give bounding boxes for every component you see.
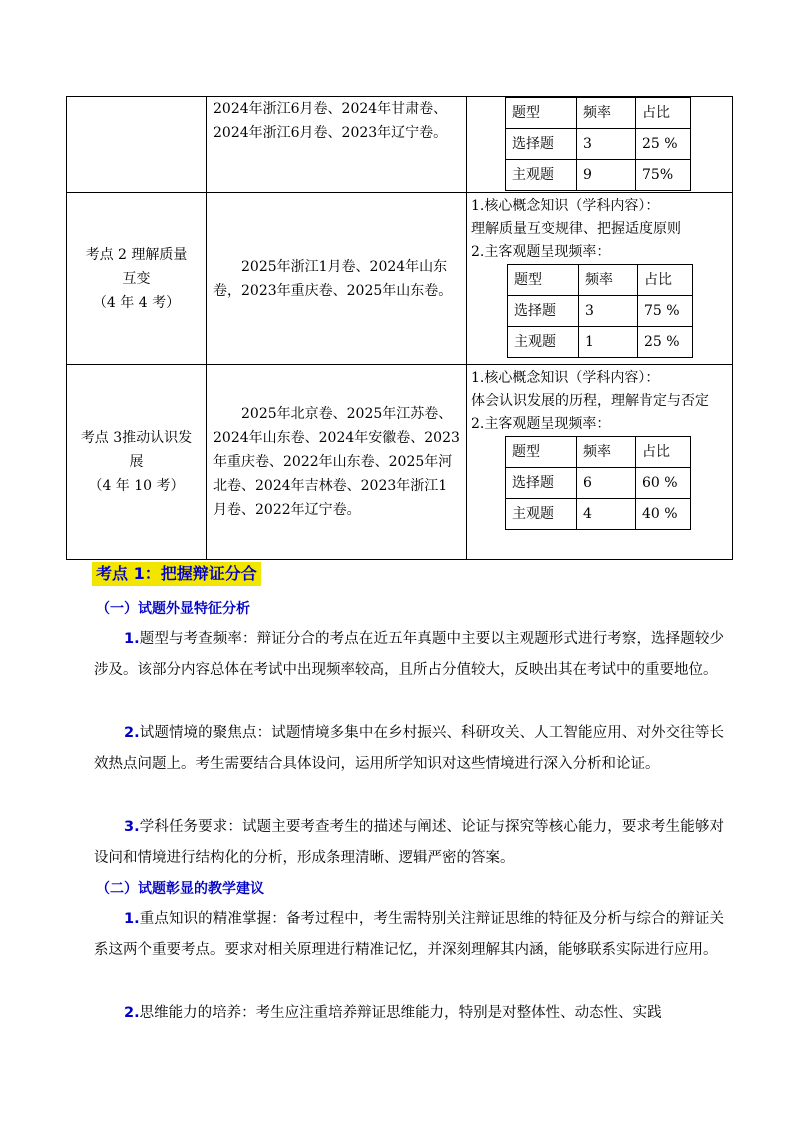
sources-cell: 2025年北京卷、2025年江苏卷、2024年山东卷、2024年安徽卷、2023年重庆卷、2022年山东卷、2025年河北卷、2024年吉林卷、2023年浙江1月卷、2022年辽宁卷。 (207, 365, 467, 560)
frequency-label: 2.主客观题呈现频率： (471, 244, 611, 260)
frequency-table: 题型 频率 占比 选择题 6 60 % 主观题 4 40 % (505, 436, 691, 530)
table-row (67, 97, 733, 193)
topic-cell (67, 193, 207, 365)
paragraph: 1.题型与考查频率：辩证分合的考点在近五年真题中主要以主观题形式进行考察，选择题较少涉及。该部分内容总体在考试中出现频率较高，且所占分值较大，反映出其在考试中的重要地位。 (94, 631, 724, 678)
paragraph: 2.试题情境的聚焦点：试题情境多集中在乡村振兴、科研攻关、人工智能应用、对外交往等长效热点问题上。考生需要结合具体设问，运用所学知识对这些情境进行深入分析和论证。 (94, 725, 724, 772)
sources-cell: 2025年浙江1月卷、2024年山东卷，2023年重庆卷、2025年山东卷。 (207, 193, 467, 365)
topic-cell (67, 97, 207, 193)
frequency-cell (467, 97, 733, 193)
frequency-table: 题型 频率 占比 选择题 3 25 % 主观题 9 75% (505, 97, 691, 191)
paragraph: 1.重点知识的精准掌握：备考过程中，考生需特别关注辩证思维的特征及分析与综合的辩证关系这两个重要考点。要求对相关原理进行精准记忆，并深刻理解其内涵，能够联系实际进行应用。 (94, 911, 724, 958)
table-row (67, 193, 733, 365)
concept-text: 体会认识发展的历程，理解肯定与否定 (471, 393, 709, 409)
frequency-table: 题型 频率 占比 选择题 3 75 % 主观题 1 25 % (507, 264, 693, 358)
frequency-cell (467, 193, 733, 365)
topic-title: 考点 3推动认识发 (80, 430, 193, 446)
concept-label: 1.核心概念知识（学科内容）： (471, 370, 660, 386)
frequency-cell (467, 365, 733, 560)
frequency-label: 2.主客观题呈现频率： (471, 416, 611, 432)
part2-heading: （二）试题彰显的教学建议 (96, 881, 264, 897)
topic-title: 展 (129, 454, 144, 470)
topic-count: （4 年 10 考） (88, 478, 185, 494)
topic-cell (67, 365, 207, 560)
section-title: 考点 1：把握辩证分合 (92, 562, 261, 586)
exam-point-table (66, 96, 733, 560)
concept-label: 1.核心概念知识（学科内容）： (471, 198, 660, 214)
part1-heading: （一）试题外显特征分析 (96, 601, 250, 617)
paragraph: 2.思维能力的培养：考生应注重培养辩证思维能力，特别是对整体性、动态性、实践 (124, 1005, 662, 1021)
topic-count: （4 年 4 考） (92, 294, 181, 311)
topic-title: 考点 2 理解质量 (85, 246, 188, 263)
sources-cell: 2024年浙江6月卷、2024年甘肃卷、2024年浙江6月卷、2023年辽宁卷。 (207, 97, 467, 193)
table-row (67, 365, 733, 560)
concept-text: 理解质量互变规律、把握适度原则 (471, 221, 681, 237)
topic-title: 互变 (122, 270, 151, 287)
paragraph: 3.学科任务要求：试题主要考查考生的描述与阐述、论证与探究等核心能力，要求考生能够对设问和情境进行结构化的分析，形成条理清晰、逻辑严密的答案。 (94, 819, 724, 866)
